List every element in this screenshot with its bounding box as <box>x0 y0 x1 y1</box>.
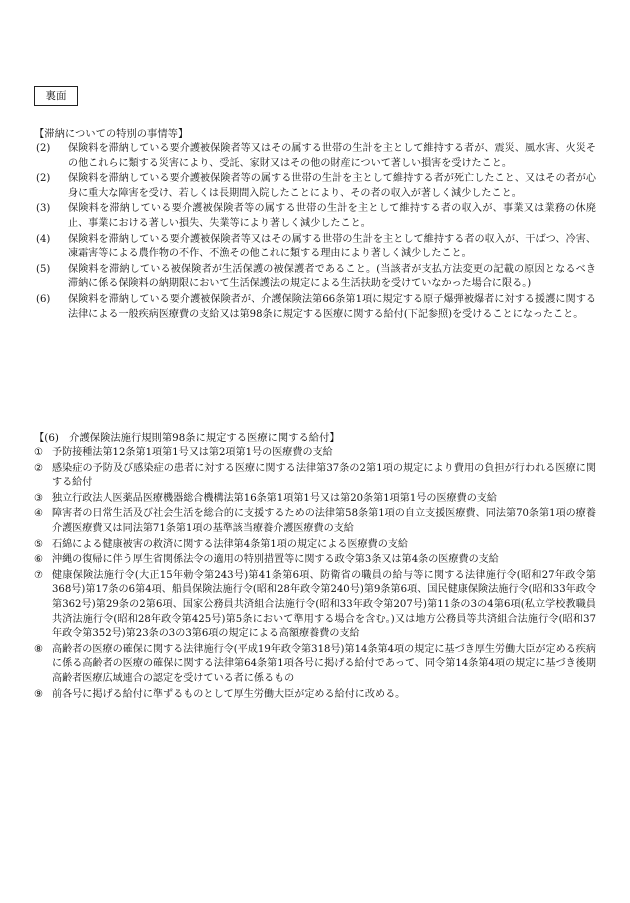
reverse-side-label: 裏面 <box>34 86 78 106</box>
item-number: ⑧ <box>34 643 44 655</box>
item-text: 感染症の予防及び感染症の患者に対する医療に関する法律第37条の2第1項の規定により費用の負担が行われる医療に関する給付 <box>52 462 596 489</box>
list-item <box>34 643 596 687</box>
item-number: ③ <box>34 492 44 504</box>
list-item <box>34 142 596 171</box>
item-number: (2) <box>36 173 51 185</box>
item-number: ⑥ <box>34 554 44 566</box>
item-text: 保険料を滞納している要介護被保険者等又はその属する世帯の生計を主として維持する者が、震災、風水害、火災その他これらに類する災害により、受託、家財又はその他の財産について著しい損害を受けたこと。 <box>68 143 596 169</box>
section-title-special-circumstances: 【滞納についての特別の事情等】 <box>34 128 189 140</box>
item-text: 保険料を滞納している要介護被保険者等の属する世帯の生計を主として維持する者の収入が、事業又は業務の休廃止、事業における著しい損失、失業等により著しく減少したこと。 <box>68 203 596 229</box>
list-item <box>34 462 596 491</box>
list-item <box>34 538 596 553</box>
medical-benefits-list <box>34 446 596 702</box>
item-text: 沖縄の復帰に伴う厚生省関係法令の適用の特別措置等に関する政令第3条又は第4条の医療費の支給 <box>52 554 499 566</box>
item-text: 予防接種法第12条第1項第1号又は第2項第1号の医療費の支給 <box>52 447 333 458</box>
list-item <box>34 688 596 703</box>
item-number: ⑤ <box>34 538 44 550</box>
item-number: (6) <box>36 293 51 305</box>
item-number: (2) <box>36 143 51 154</box>
item-text: 保険料を滞納している被保険者が生活保護の被保護者であること。(当該者が支払方法変更の記載の原因となるべき滞納に係る保険料の納期限において生活保護法の規定による生活扶助を受けていなかった場合に限る。) <box>68 263 596 290</box>
item-number: ④ <box>34 508 44 520</box>
item-text: 前各号に掲げる給付に準ずるものとして厚生労働大臣が定める給付に改める。 <box>52 688 406 700</box>
item-number: ⑨ <box>34 688 44 700</box>
section-title-medical-benefits: 【(6) 介護保険法施行規則第98条に規定する医療に関する給付】 <box>34 432 340 444</box>
item-text: 健康保険法施行令(大正15年勅令第243号)第41条第6項、防衛省の職員の給与等に関する法律施行令(昭和27年政令第368号)第17条の6第4項、船員保険法施行令(昭和28年政令第240号)第9条第6項、国民健康保険法施行令(昭和33年政令第362号)第29条の2第6項、国家公務員共済組合法施行令(昭和33年政令第207号)第11条の3の4第6項(私立学校教職員共済法施行令(昭和28年政令第425号)第5条において準用する場合を含む。)又は地方公務員等共済組合法施行令(昭和37年政令第352号)第23条の3の3第6項の規定による高額療養費の支給 <box>52 569 596 640</box>
medical-benefits-section <box>34 431 596 703</box>
list-item <box>34 263 596 292</box>
item-number: (5) <box>36 263 51 275</box>
list-item <box>34 446 596 461</box>
item-text: 保険料を滞納している要介護被保険者等又はその属する世帯の生計を主として維持する者の収入が、干ばつ、冷害、凍霜害等による農作物の不作、不漁その他これに類する理由により著しく減少したこと。 <box>68 233 596 260</box>
item-number: (3) <box>36 203 51 215</box>
item-text: 高齢者の医療の確保に関する法律施行令(平成19年政令第318号)第14条第4項の規定に基づき厚生労働大臣が定める疾病に係る高齢者の医療の確保に関する法律第64条第1項各号に掲げる給付であって、同令第14条第4項の規定に基づき後期高齢者医療広域連合の認定を受けている者に係るもの <box>52 643 596 684</box>
item-number: ① <box>34 447 44 458</box>
special-circumstances-list <box>34 142 596 322</box>
list-item <box>34 507 596 536</box>
special-circumstances-section <box>34 127 596 323</box>
list-item <box>34 569 596 642</box>
list-item <box>34 233 596 262</box>
item-text: 石綿による健康被害の救済に関する法律第4条第1項の規定による医療費の支給 <box>52 538 409 550</box>
list-item <box>34 172 596 201</box>
list-item <box>34 553 596 568</box>
list-item <box>34 202 596 231</box>
item-number: (4) <box>36 233 51 245</box>
list-item <box>34 293 596 322</box>
list-item <box>34 492 596 507</box>
item-number: ⑦ <box>34 569 44 581</box>
item-text: 保険料を滞納している要介護被保険者等の属する世帯の生計を主として維持する者が死亡したこと、又はその者が心身に重大な障害を受け、若しくは長期間入院したことにより、その者の収入が著しく減少したこと。 <box>68 173 596 199</box>
item-text: 独立行政法人医薬品医療機器総合機構法第16条第1項第1号又は第20条第1項第1号の医療費の支給 <box>52 492 498 504</box>
item-text: 障害者の日常生活及び社会生活を総合的に支援するための法律第58条第1項の自立支援医療費、同法第70条第1項の療養介護医療費又は同法第71条第1項の基準該当療養介護医療費の支給 <box>52 508 596 534</box>
item-text: 保険料を滞納している要介護被保険者が、介護保険法第66条第1項に規定する原子爆弾被爆者に対する援護に関する法律による一般疾病医療費の支給又は第98条に規定する医療に関する給付(下記参照)を受けることになったこと。 <box>68 293 596 320</box>
item-number: ② <box>34 462 44 474</box>
